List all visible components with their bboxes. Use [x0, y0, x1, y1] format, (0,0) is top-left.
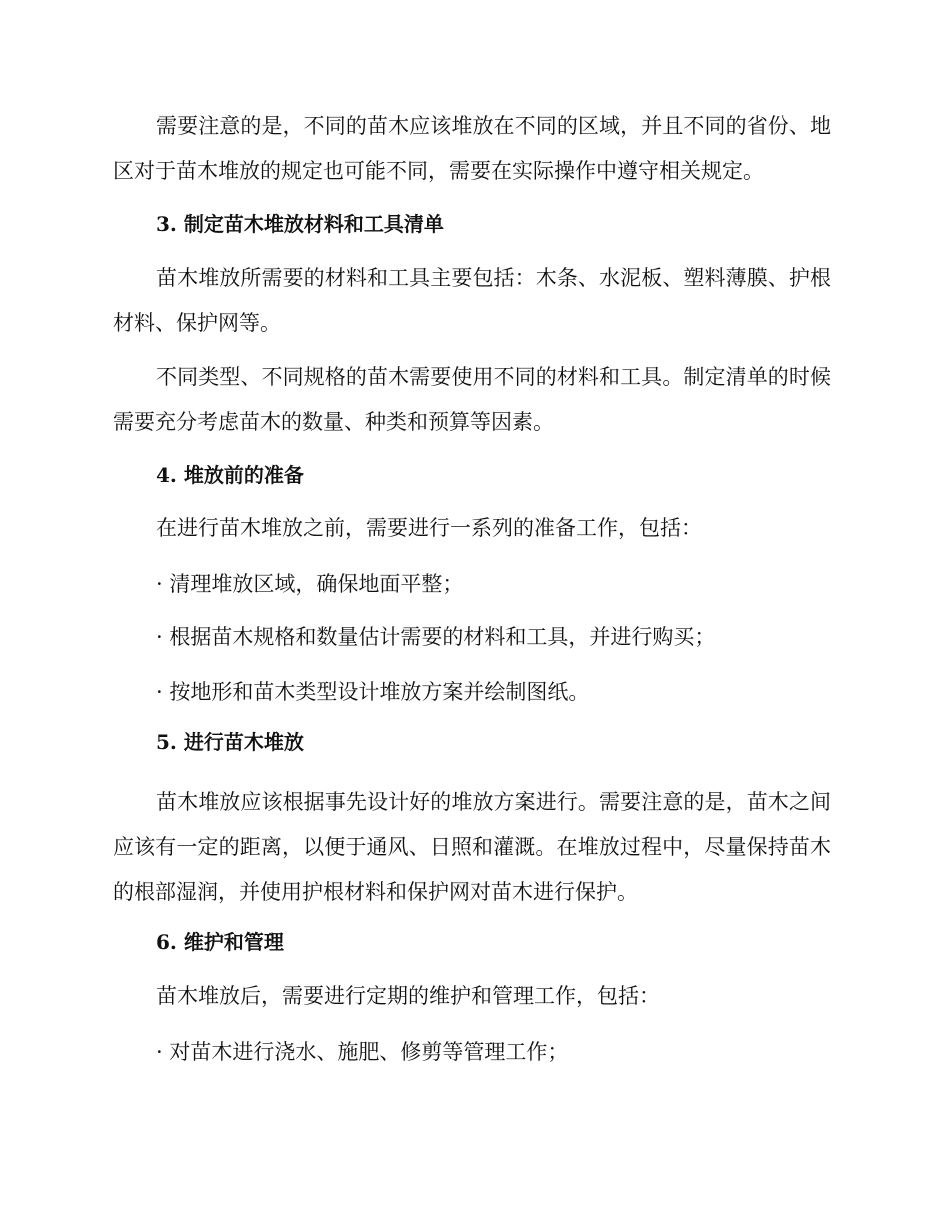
bullet-design-plan: · 按地形和苗木类型设计堆放方案并绘制图纸。: [156, 680, 590, 704]
paragraph-materials: 苗木堆放所需要的材料和工具主要包括：木条、水泥板、塑料薄膜、护根材料、保护网等。: [113, 266, 831, 335]
paragraph-storage-regions: 需要注意的是，不同的苗木应该堆放在不同的区域，并且不同的省份、地区对于苗木堆放的规定也可能不同，需要在实际操作中遵守相关规定。: [113, 114, 831, 183]
paragraph-materials-types: 不同类型、不同规格的苗木需要使用不同的材料和工具。制定清单的时候需要充分考虑苗木的数量、种类和预算等因素。: [113, 365, 831, 434]
paragraph-stacking: 苗木堆放应该根据事先设计好的堆放方案进行。需要注意的是，苗木之间应该有一定的距离，以便于通风、日照和灌溉。在堆放过程中，尽量保持苗木的根部湿润，并使用护根材料和保护网对苗木进行保护。: [113, 790, 831, 904]
heading-maintenance: 6. 维护和管理: [156, 930, 284, 954]
bullet-purchase: · 根据苗木规格和数量估计需要的材料和工具，并进行购买；: [156, 625, 716, 649]
bullet-watering: · 对苗木进行浇水、施肥、修剪等管理工作；: [156, 1040, 569, 1064]
paragraph-maintenance-intro: 苗木堆放后，需要进行定期的维护和管理工作，包括：: [156, 984, 660, 1008]
heading-preparation: 4. 堆放前的准备: [156, 463, 304, 487]
bullet-clear-area: · 清理堆放区域，确保地面平整；: [156, 572, 464, 596]
heading-stacking: 5. 进行苗木堆放: [156, 730, 304, 754]
heading-materials-list: 3. 制定苗木堆放材料和工具清单: [156, 212, 444, 236]
paragraph-preparation-intro: 在进行苗木堆放之前，需要进行一系列的准备工作，包括：: [156, 516, 702, 540]
